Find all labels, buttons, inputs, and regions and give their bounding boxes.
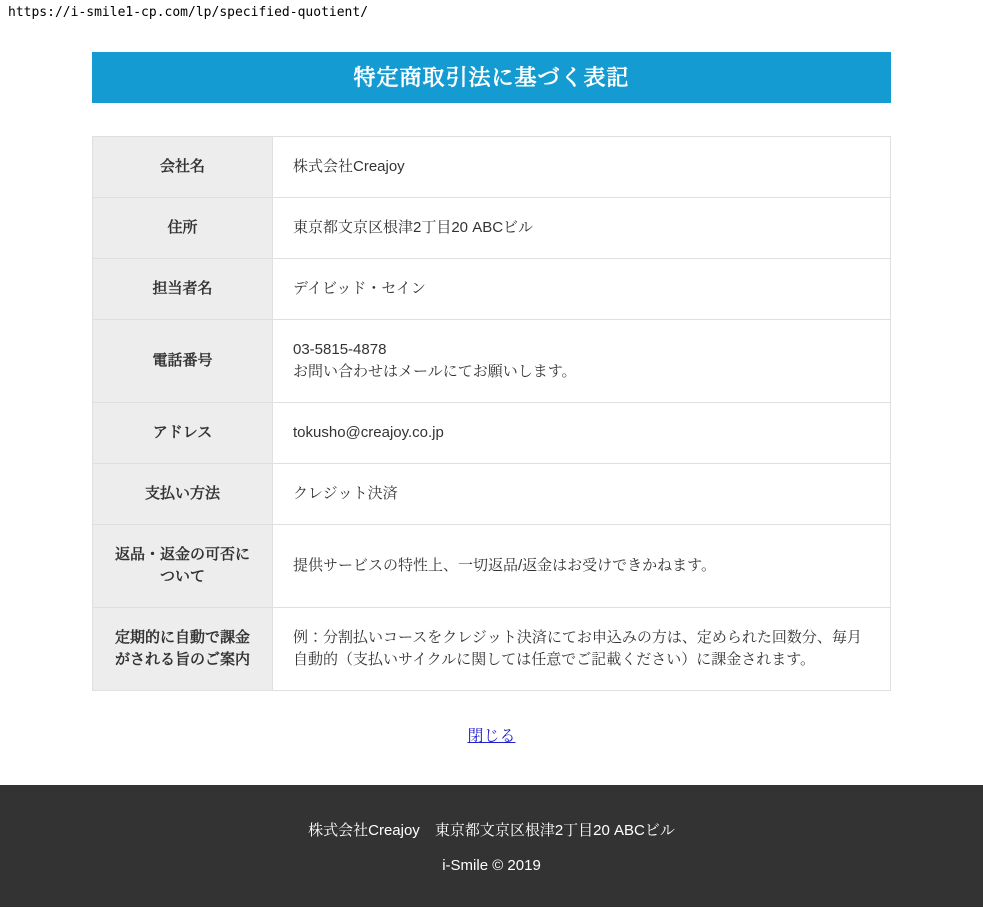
row-label: 電話番号 bbox=[93, 320, 273, 403]
table-row-email bbox=[93, 403, 891, 464]
footer-copyright: i-Smile © 2019 bbox=[442, 857, 541, 874]
row-value: tokusho@creajoy.co.jp bbox=[273, 403, 891, 464]
row-label: アドレス bbox=[93, 403, 273, 464]
close-link[interactable]: 閉じる bbox=[467, 728, 516, 745]
table-row-address bbox=[93, 198, 891, 259]
row-value: 提供サービスの特性上、一切返品/返金はお受けできかねます。 bbox=[273, 525, 891, 608]
page-title-banner bbox=[92, 52, 891, 103]
table-row-payment-method bbox=[93, 464, 891, 525]
table-row-contact-person bbox=[93, 259, 891, 320]
row-value: デイビッド・セイン bbox=[273, 259, 891, 320]
table-row-recurring-billing bbox=[93, 608, 891, 691]
close-link-wrap bbox=[92, 723, 891, 745]
page-title: 特定商取引法に基づく表記 bbox=[353, 65, 630, 90]
row-label: 担当者名 bbox=[93, 259, 273, 320]
page-url: https://i-smile1-cp.com/lp/specified-quotient/ bbox=[8, 5, 369, 20]
row-value: 株式会社Creajoy bbox=[273, 137, 891, 198]
row-value-line: お問い合わせはメールにてお願いします。 bbox=[293, 363, 577, 380]
footer bbox=[0, 785, 983, 907]
row-value: 例：分割払いコースをクレジット決済にてお申込みの方は、定められた回数分、毎月自動的（支払いサイクルに関しては任意でご記載ください）に課金されます。 bbox=[273, 608, 891, 691]
table-row-phone bbox=[93, 320, 891, 403]
footer-company-address: 株式会社Creajoy 東京都文京区根津2丁目20 ABCビル bbox=[308, 822, 675, 839]
row-label: 返品・返金の可否について bbox=[93, 525, 273, 608]
row-label: 会社名 bbox=[93, 137, 273, 198]
table-row-company bbox=[93, 137, 891, 198]
row-value bbox=[273, 320, 891, 403]
tokusho-table bbox=[92, 136, 891, 691]
row-value: クレジット決済 bbox=[273, 464, 891, 525]
main-content bbox=[92, 52, 891, 745]
row-value: 東京都文京区根津2丁目20 ABCビル bbox=[273, 198, 891, 259]
row-label: 支払い方法 bbox=[93, 464, 273, 525]
row-label: 定期的に自動で課金がされる旨のご案内 bbox=[93, 608, 273, 691]
row-label: 住所 bbox=[93, 198, 273, 259]
row-value-line: 03-5815-4878 bbox=[293, 341, 387, 358]
table-row-refund-policy bbox=[93, 525, 891, 608]
